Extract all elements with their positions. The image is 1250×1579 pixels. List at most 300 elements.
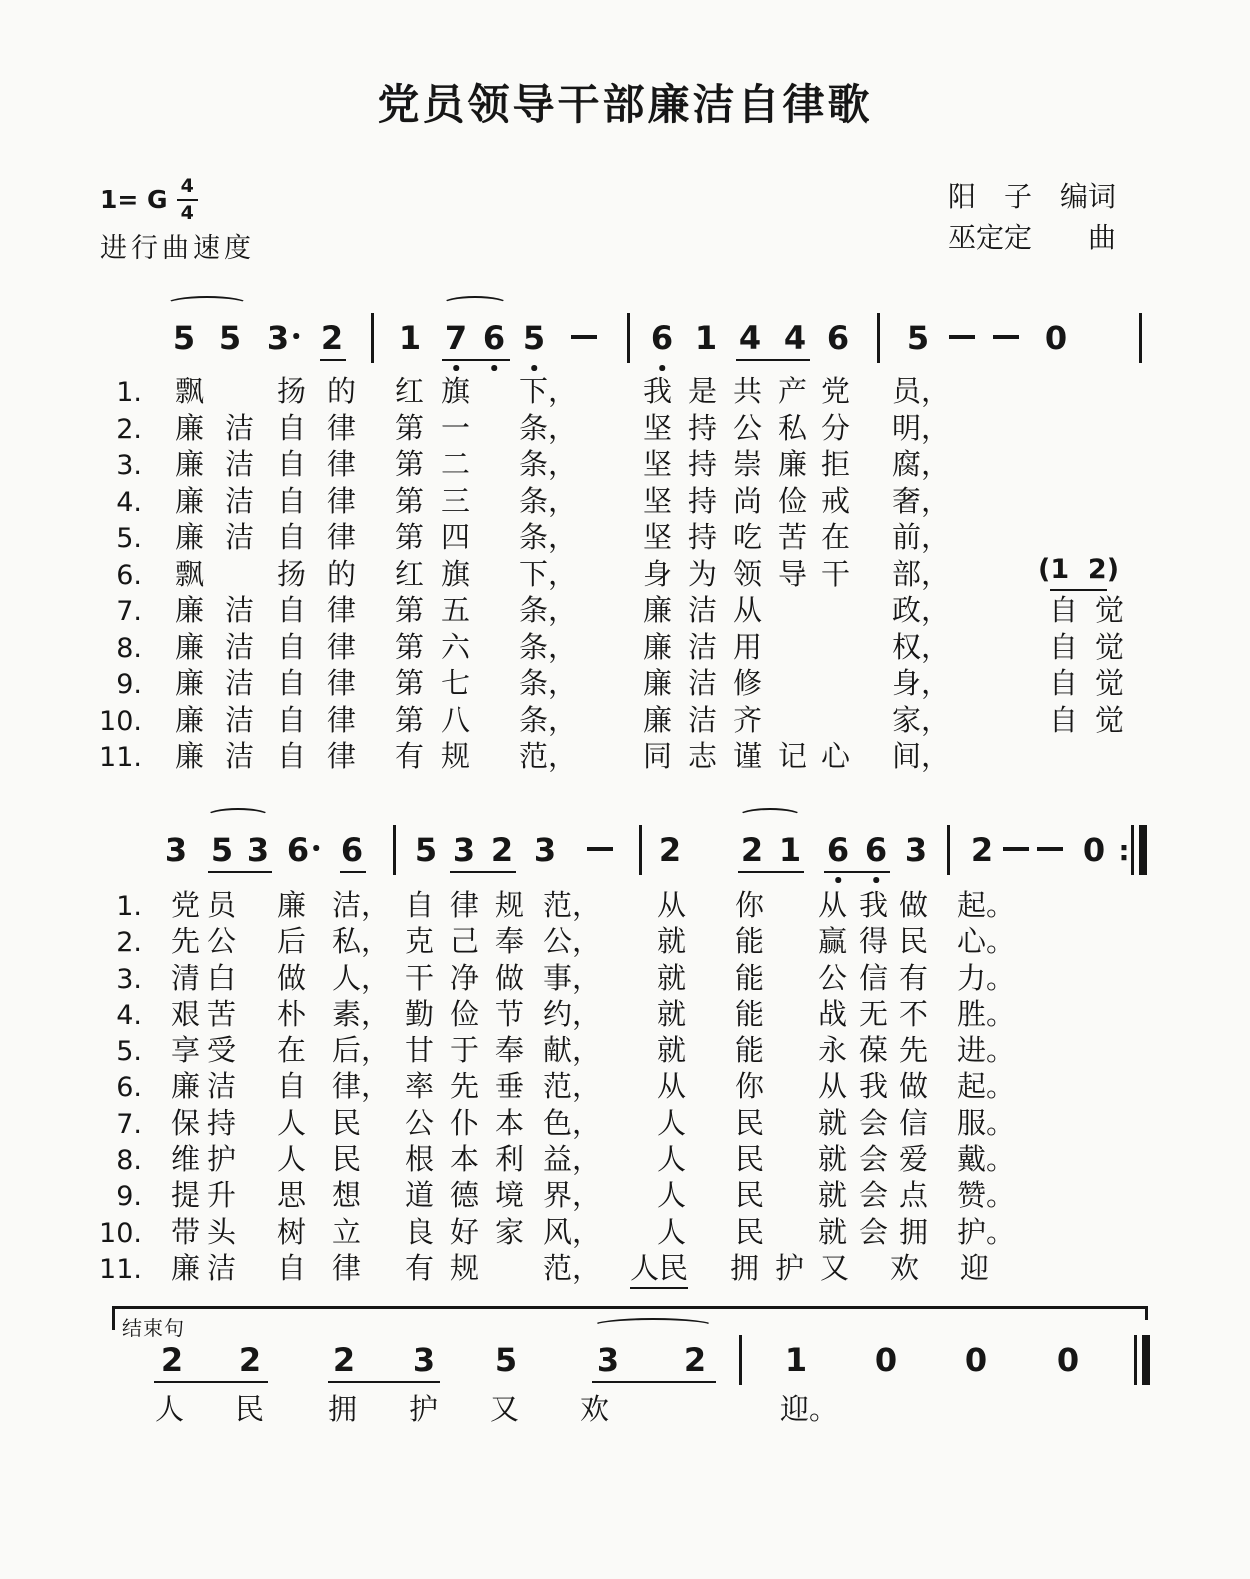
lyric-cell: 腐， xyxy=(892,449,951,481)
lyric-cell: 条， xyxy=(519,449,578,481)
lyric-cell: 洁 xyxy=(225,668,255,700)
note-number: 3 xyxy=(533,831,557,869)
note-number: 5 xyxy=(414,831,438,869)
verse-number: 9. xyxy=(116,669,142,700)
lyric-cell: 境 xyxy=(495,1180,525,1213)
barline xyxy=(1139,313,1142,363)
lyric-cell: 我 xyxy=(859,890,889,922)
lyric-cell: 清 xyxy=(171,962,201,995)
note-number: 1 xyxy=(694,319,718,357)
lyric-cell: 葆 xyxy=(859,1035,889,1068)
verse-number: 3. xyxy=(116,963,142,995)
lyric-cell: 一 xyxy=(441,412,471,445)
lyric-cell: 律 xyxy=(450,890,480,922)
lyric-cell: 条， xyxy=(519,631,578,664)
lyric-cell: 扬 xyxy=(277,376,307,408)
lyric-cell: 带 xyxy=(171,1216,201,1249)
lyric-cell: 信 xyxy=(899,1107,929,1140)
lyric-cell: 垂 xyxy=(495,1071,525,1104)
lyric-cell: 做 xyxy=(899,890,929,922)
note-number: 1 xyxy=(778,831,802,869)
lyric-cell: 民 xyxy=(899,926,929,959)
lyric-cell: 好 xyxy=(450,1216,480,1249)
lyric-cell: 界， xyxy=(543,1180,602,1213)
lyric-cell: 条， xyxy=(519,412,578,445)
lyric-cell: 良 xyxy=(405,1216,435,1249)
lyric-cell: 持 xyxy=(207,1107,237,1140)
lyric-cell: 旗 xyxy=(441,558,471,591)
lyric-cell: 自 xyxy=(277,522,307,554)
eighth-note-underline xyxy=(592,1381,716,1384)
lyric-cell: 分 xyxy=(821,412,851,445)
lyric-cell: 欢 xyxy=(890,1252,920,1285)
slur-arc xyxy=(592,1318,714,1334)
lyric-cell: 做 xyxy=(277,962,307,995)
lyric-cell: 洁 xyxy=(225,522,255,554)
lyric-cell: 就 xyxy=(818,1144,848,1177)
barline xyxy=(371,313,374,363)
note-number: 1 xyxy=(398,319,422,357)
verse-row xyxy=(0,447,1250,484)
note-number: 3 xyxy=(266,319,290,357)
verse-number: 8. xyxy=(116,632,142,664)
lyric-cell: 明， xyxy=(892,412,951,445)
lyric-cell: 范， xyxy=(543,890,602,922)
lyric-cell: 自 xyxy=(1049,595,1079,627)
lyric-cell: 白 xyxy=(207,962,237,995)
verse-number: 5. xyxy=(116,1036,142,1068)
lyric-cell: 持 xyxy=(688,485,718,518)
lyric-cell: 甘 xyxy=(405,1035,435,1068)
lyric-cell: 公 xyxy=(733,412,763,445)
lyric-cell: 第 xyxy=(395,522,425,554)
low-octave-dot xyxy=(835,877,841,883)
repeat-colon: : xyxy=(1118,834,1130,867)
lyric-cell: 又 xyxy=(820,1252,850,1285)
lyric-cell: 点 xyxy=(899,1180,929,1213)
note-number: 3 xyxy=(452,831,476,869)
lyric-cell: 三 xyxy=(441,485,471,518)
verse-row xyxy=(0,1215,1250,1251)
lyric-cell: 公 xyxy=(405,1107,435,1140)
lyric-cell: 俭 xyxy=(778,485,808,518)
key-signature xyxy=(100,176,198,223)
verse-number: 4. xyxy=(116,486,142,518)
composer-credit: 巫定定 曲 xyxy=(948,222,1117,254)
lyric-cell: 的 xyxy=(327,558,357,591)
verse-row xyxy=(0,1251,1250,1287)
lyric-cell: 益， xyxy=(543,1144,602,1177)
note-number: 2 xyxy=(490,831,514,869)
time-signature-denominator: 4 xyxy=(180,202,194,224)
lyric-cell: 廉 xyxy=(778,449,808,481)
verse-number: 9. xyxy=(116,1181,142,1213)
note-number: 2 xyxy=(658,831,682,869)
lyric-cell: 会 xyxy=(859,1144,889,1177)
lyric-cell: 我 xyxy=(859,1071,889,1104)
lyric-cell: 红 xyxy=(395,558,425,591)
lyric-cell: 第 xyxy=(395,631,425,664)
lyric-cell: 你 xyxy=(735,1071,765,1104)
verse-number: 2. xyxy=(116,927,142,959)
lyric-cell: 会 xyxy=(859,1107,889,1140)
lyric-cell: 崇 xyxy=(733,449,763,481)
verse-number: 7. xyxy=(116,1108,142,1140)
barline xyxy=(877,313,880,363)
lyric-cell: 自 xyxy=(1049,704,1079,737)
lyric-cell: 民 xyxy=(332,1144,362,1177)
lyric-cell: 律 xyxy=(327,668,357,700)
lyric-cell: 奢， xyxy=(892,485,951,518)
lyric-cell: 党 xyxy=(171,890,201,922)
lyric-cell: 从 xyxy=(733,595,763,627)
lyric-cell: 人 xyxy=(657,1216,687,1249)
lyric-cell: 第 xyxy=(395,704,425,737)
lyric-cell: 廉 xyxy=(171,1071,201,1104)
lyric-cell: 能 xyxy=(735,926,765,959)
lyric-cell: 迎 xyxy=(960,1252,990,1285)
verse-row xyxy=(0,630,1250,667)
barline xyxy=(393,825,396,875)
lyric-cell: 飘 xyxy=(175,376,205,408)
lyric-cell: 六 xyxy=(441,631,471,664)
lyric-cell: 戴。 xyxy=(957,1144,1016,1177)
lyric-cell: 朴 xyxy=(277,998,307,1031)
lyric-cell: 后 xyxy=(277,926,307,959)
lyric-cell: 人 xyxy=(155,1394,185,1426)
lyric-cell: 规 xyxy=(495,890,525,922)
lyric-cell: 觉 xyxy=(1095,595,1125,627)
lyric-cell: 民 xyxy=(235,1394,265,1426)
lyric-cell: 戒 xyxy=(821,485,851,518)
lyric-cell: 干 xyxy=(405,962,435,995)
lyric-cell: 风， xyxy=(543,1216,602,1249)
tempo-marking: 进行曲速度 xyxy=(100,233,255,263)
note-number: 6 xyxy=(826,831,850,869)
lyric-cell: 赢 xyxy=(818,926,848,959)
low-octave-dot xyxy=(659,365,665,371)
lyric-cell: 拥 xyxy=(899,1216,929,1249)
lyric-cell: 红 xyxy=(395,376,425,408)
eighth-note-underline xyxy=(442,359,510,362)
lyric-cell: 起。 xyxy=(957,890,1016,922)
lyric-cell: 心 xyxy=(821,741,851,773)
barline xyxy=(739,1335,742,1385)
lyric-cell: 利 xyxy=(495,1144,525,1177)
lyric-cell: 自 xyxy=(277,668,307,700)
final-barline xyxy=(1142,1335,1150,1385)
lyric-cell: 勤 xyxy=(405,998,435,1031)
lyric-cell: 廉 xyxy=(175,631,205,664)
verse-number: 2. xyxy=(116,413,142,445)
lyric-cell: 五 xyxy=(441,595,471,627)
lyric-cell: 洁 xyxy=(688,668,718,700)
verse-row xyxy=(0,1106,1250,1142)
lyric-cell: 民 xyxy=(735,1216,765,1249)
lyric-cell: 心。 xyxy=(957,926,1016,959)
verse-number: 10. xyxy=(99,1217,142,1249)
note-number: 5 xyxy=(494,1341,518,1379)
lyric-cell: 四 xyxy=(441,522,471,554)
coda-label: 结束句 xyxy=(122,1318,185,1340)
final-barline xyxy=(1139,825,1147,875)
note-number: 7 xyxy=(444,319,468,357)
lyric-cell: 廉 xyxy=(175,412,205,445)
lyric-cell: 志 xyxy=(688,741,718,773)
verse-row xyxy=(0,1033,1250,1069)
lyric-cell: 廉 xyxy=(643,704,673,737)
lyric-cell: 持 xyxy=(688,449,718,481)
lyric-cell: 维 xyxy=(171,1144,201,1177)
lyric-cell: 条， xyxy=(519,704,578,737)
lyric-cell: 自 xyxy=(405,890,435,922)
lyric-cell: 觉 xyxy=(1095,631,1125,664)
verse-number: 11. xyxy=(99,742,142,773)
lyric-cell: 部， xyxy=(892,558,951,591)
verse-row xyxy=(0,997,1250,1033)
verse-row xyxy=(0,1178,1250,1214)
lyric-cell: 护 xyxy=(409,1394,439,1426)
augmentation-dot xyxy=(293,333,299,339)
lyric-cell: 德 xyxy=(450,1180,480,1213)
verse-number: 7. xyxy=(116,596,142,627)
note-number: 2 xyxy=(683,1341,707,1379)
eighth-note-underline xyxy=(328,1381,440,1384)
lyric-cell: 廉 xyxy=(643,631,673,664)
lyric-cell: 范， xyxy=(543,1252,602,1285)
lyric-cell: 导 xyxy=(778,558,808,591)
lyric-cell: 从 xyxy=(818,1071,848,1104)
lyric-cell: 俭 xyxy=(450,998,480,1031)
verse-row xyxy=(0,703,1250,740)
note-number: 3 xyxy=(412,1341,436,1379)
lyric-cell: 家， xyxy=(892,704,951,737)
lyric-cell: 间， xyxy=(892,741,951,773)
lyric-cell: 民 xyxy=(735,1180,765,1213)
lyric-cell: 律 xyxy=(327,412,357,445)
lyric-cell: 律 xyxy=(327,704,357,737)
note-number: 0 xyxy=(874,1341,898,1379)
lyric-cell: 坚 xyxy=(643,449,673,481)
lyric-cell: 齐 xyxy=(733,704,763,737)
lyric-cell: 苦 xyxy=(207,998,237,1031)
lyric-cell: 艰 xyxy=(171,998,201,1031)
note-number: 6 xyxy=(650,319,674,357)
lyric-cell: 律 xyxy=(327,485,357,518)
lyric-cell: 思 xyxy=(277,1180,307,1213)
coda-bracket-left-tick xyxy=(112,1306,115,1330)
lyric-cell: 律 xyxy=(332,1252,362,1285)
lyric-cell: 干 xyxy=(821,558,851,591)
note-number: 5 xyxy=(906,319,930,357)
lyric-cell: 得 xyxy=(859,926,889,959)
verse-number: 10. xyxy=(99,705,142,737)
note-number: 6 xyxy=(864,831,888,869)
lyric-cell: 人 xyxy=(277,1144,307,1177)
note-number: 3 xyxy=(596,1341,620,1379)
lyric-cell: 自 xyxy=(277,595,307,627)
lyric-cell: 就 xyxy=(657,998,687,1031)
verse-number: 8. xyxy=(116,1145,142,1177)
lyric-cell: 党 xyxy=(821,376,851,408)
lyric-cell: 有 xyxy=(395,741,425,773)
lyric-cell: 规 xyxy=(450,1252,480,1285)
augmentation-dot xyxy=(313,845,319,851)
verse-row xyxy=(0,411,1250,448)
verse-indicator-numbers: 1 2 xyxy=(1050,554,1106,591)
note-number: 3 xyxy=(904,831,928,869)
lyric-cell: 洁 xyxy=(207,1071,237,1104)
lyric-cell: 就 xyxy=(657,962,687,995)
verse-block-1 xyxy=(0,374,1250,776)
lyric-cell: 律 xyxy=(327,595,357,627)
lyric-cell: 会 xyxy=(859,1216,889,1249)
lyric-cell: 用 xyxy=(733,631,763,664)
lyric-cell: 第 xyxy=(395,449,425,481)
lyric-cell: 律 xyxy=(327,522,357,554)
lyric-cell: 公 xyxy=(207,926,237,959)
lyric-cell: 人 xyxy=(657,1180,687,1213)
lyric-cell: 做 xyxy=(899,1071,929,1104)
lyric-cell: 从 xyxy=(657,890,687,922)
lyric-cell: 先 xyxy=(171,926,201,959)
dash-note xyxy=(571,335,597,339)
note-number: 6 xyxy=(340,831,364,869)
note-number: 6 xyxy=(826,319,850,357)
verse-row xyxy=(0,739,1250,776)
lyric-cell: 条， xyxy=(519,595,578,627)
lyric-cell: 廉 xyxy=(643,668,673,700)
lyric-cell: 权， xyxy=(892,631,951,664)
verse-row xyxy=(0,374,1250,411)
lyric-cell: 第 xyxy=(395,668,425,700)
lyric-cell: 民 xyxy=(332,1107,362,1140)
lyric-cell: 有 xyxy=(899,962,929,995)
low-octave-dot xyxy=(491,365,497,371)
lyric-cell: 廉 xyxy=(175,595,205,627)
lyric-cell: 苦 xyxy=(778,522,808,554)
verse-row xyxy=(0,520,1250,557)
low-octave-dot xyxy=(453,365,459,371)
lyric-cell: 自 xyxy=(277,449,307,481)
verse-row xyxy=(0,1142,1250,1178)
lyric-cell: 坚 xyxy=(643,412,673,445)
lyric-cell: 欢 xyxy=(580,1394,610,1426)
lyric-cell: 律， xyxy=(332,1071,391,1104)
verse-row xyxy=(0,1069,1250,1105)
credits xyxy=(948,178,1116,259)
lyric-cell: 持 xyxy=(688,522,718,554)
lyric-cell: 保 xyxy=(171,1107,201,1140)
lyric-cell: 条， xyxy=(519,485,578,518)
lyric-cell: 公， xyxy=(543,926,602,959)
lyric-cell: 条， xyxy=(519,668,578,700)
lyric-cell: 坚 xyxy=(643,485,673,518)
dash-note xyxy=(949,335,975,339)
dash-note xyxy=(587,847,613,851)
verse-row xyxy=(0,888,1250,924)
verse-number: 6. xyxy=(116,559,142,591)
coda-bracket-right-tick xyxy=(1145,1306,1148,1320)
lyric-cell: 身， xyxy=(892,668,951,700)
lyric-cell: 尚 xyxy=(733,485,763,518)
lyric-cell: 你 xyxy=(735,890,765,922)
slur-arc xyxy=(166,296,248,312)
lyric-cell: 自 xyxy=(277,631,307,664)
lyric-cell: 人 xyxy=(657,1107,687,1140)
lyric-cell: 扬 xyxy=(277,558,307,591)
lyric-cell: 范， xyxy=(519,741,578,773)
lyric-cell: 会 xyxy=(859,1180,889,1213)
note-number: 0 xyxy=(1082,831,1106,869)
verse-row xyxy=(0,484,1250,521)
lyric-cell: 是 xyxy=(688,376,718,408)
lyric-cell: 先 xyxy=(899,1035,929,1068)
slur-arc xyxy=(206,808,270,824)
verse-number: 4. xyxy=(116,999,142,1031)
lyric-cell: 先 xyxy=(450,1071,480,1104)
lyric-cell: 廉 xyxy=(175,449,205,481)
lyric-cell: 于 xyxy=(450,1035,480,1068)
lyric-cell: 赞。 xyxy=(957,1180,1016,1213)
time-signature xyxy=(177,176,198,223)
lyric-cell: 吃 xyxy=(733,522,763,554)
lyric-cell: 本 xyxy=(495,1107,525,1140)
time-signature-numerator: 4 xyxy=(177,176,198,201)
verse-row xyxy=(0,593,1250,630)
barline xyxy=(639,825,642,875)
lyric-cell: 私， xyxy=(332,926,391,959)
lyric-cell: 自 xyxy=(277,1252,307,1285)
lyric-cell: 觉 xyxy=(1095,668,1125,700)
note-number: 6 xyxy=(286,831,310,869)
lyric-cell: 廉 xyxy=(277,890,307,922)
lyric-cell: 第 xyxy=(395,412,425,445)
verse-number: 1. xyxy=(116,377,142,408)
lyric-cell: 廉 xyxy=(175,668,205,700)
note-number: 4 xyxy=(738,319,762,357)
lyric-cell: 不 xyxy=(899,998,929,1031)
lyric-cell: 自 xyxy=(1049,631,1079,664)
verse-number: 5. xyxy=(116,523,142,554)
note-number: 6 xyxy=(482,319,506,357)
lyric-cell: 自 xyxy=(1049,668,1079,700)
lyric-cell: 洁 xyxy=(225,704,255,737)
dash-note xyxy=(993,335,1019,339)
verse-row xyxy=(0,666,1250,703)
lyric-cell: 自 xyxy=(277,1071,307,1104)
lyric-cell: 洁 xyxy=(225,595,255,627)
lyric-cell: 廉 xyxy=(171,1252,201,1285)
lyric-cell: 民 xyxy=(735,1107,765,1140)
lyric-cell: 员 xyxy=(207,890,237,922)
lyric-cell: 战 xyxy=(818,998,848,1031)
verse-number: 3. xyxy=(116,450,142,481)
lyric-cell: 自 xyxy=(277,704,307,737)
dash-note xyxy=(1037,847,1063,851)
lyric-cell: 洁 xyxy=(688,704,718,737)
note-number: 4 xyxy=(783,319,807,357)
lyric-cell: 规 xyxy=(441,741,471,773)
lyric-cell: 能 xyxy=(735,1035,765,1068)
lyric-cell: 在 xyxy=(821,522,851,554)
lyric-cell: 享 xyxy=(171,1035,201,1068)
lyric-cell: 下， xyxy=(519,376,578,408)
lyric-cell: 下， xyxy=(519,558,578,591)
lyric-cell: 自 xyxy=(277,485,307,518)
lyric-cell: 就 xyxy=(818,1216,848,1249)
note-number: 5 xyxy=(172,319,196,357)
